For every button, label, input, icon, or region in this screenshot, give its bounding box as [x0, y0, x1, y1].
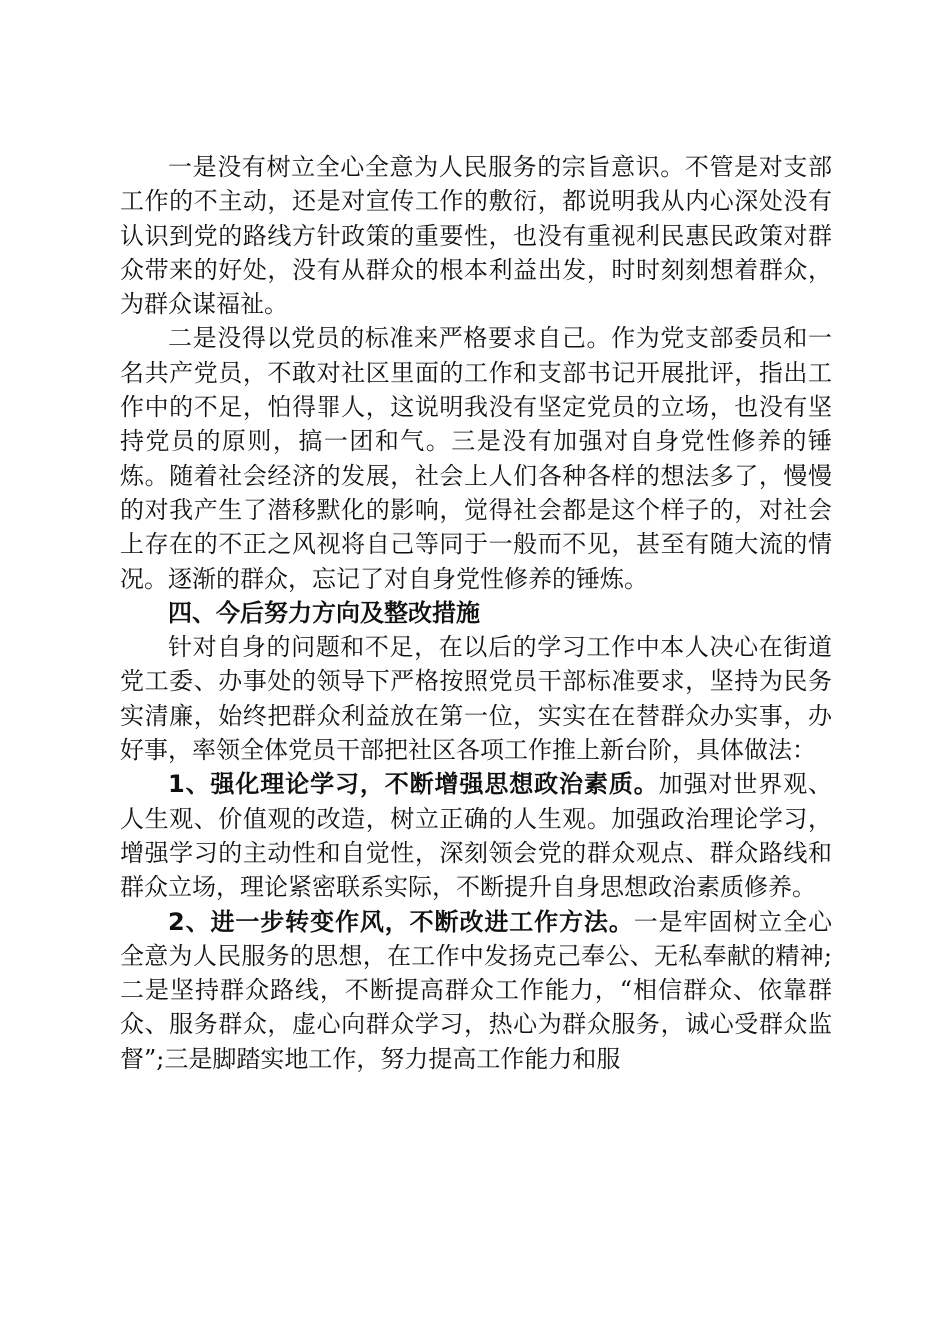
document-body — [120, 150, 832, 1076]
paragraph-item-2 — [120, 905, 832, 1076]
paragraph-purpose-awareness: 一是没有树立全心全意为人民服务的宗旨意识。不管是对支部工作的不主动，还是对宣传工作的敷衍，都说明我从内心深处没有认识到党的路线方针政策的重要性，也没有重视利民惠民政策对群众带来的好处，没有从群众的根本利益出发，时时刻刻想着群众，为群众谋福祉。 — [120, 153, 832, 319]
paragraph-item-1 — [120, 767, 832, 904]
paragraph-party-standard: 二是没得以党员的标准来严格要求自己。作为党支部委员和一名共产党员，不敢对社区里面的工作和支部书记开展批评，指出工作中的不足，怕得罪人，这说明我没有坚定党员的立场，也没有坚持党员的原则，搞一团和气。三是没有加强对自身党性修养的锤炼。随着社会经济的发展，社会上人们各种各样的想法多了，慢慢的对我产生了潜移默化的影响，觉得社会都是这个样子的，对社会上存在的不正之风视将自己等同于一般而不见，甚至有随大流的情况。逐渐的群众，忘记了对自身党性修养的锤炼。 — [120, 324, 832, 593]
item-2-lead: 2、进一步转变作风，不断改进工作方法。 — [168, 907, 634, 936]
item-1-body: 加强对世界观、人生观、价值观的改造，树立正确的人生观。加强政治理论学习，增强学习的主动性和自觉性，深刻领会党的群众观点、群众路线和群众立场，理论紧密联系实际，不断提升自身思想政治素质修养。 — [120, 770, 833, 902]
item-1-lead: 1、强化理论学习，不断增强思想政治素质。 — [168, 770, 659, 799]
item-2-body: 一是牢固树立全心全意为人民服务的思想，在工作中发扬克己奉公、无私奉献的精神;二是坚持群众路线，不断提高群众工作能力，“相信群众、依靠群众、服务群众，虚心向群众学习，热心为群众服务，诚心受群众监督”;三是脚踏实地工作，努力提高工作能力和服 — [120, 907, 833, 1073]
section-heading-rectification: 四、今后努力方向及整改措施 — [168, 598, 480, 627]
paragraph-rectification-intro: 针对自身的问题和不足，在以后的学习工作中本人决心在街道党工委、办事处的领导下严格按照党员干部标准要求，坚持为民务实清廉，始终把群众利益放在第一位，实实在在替群众办实事，办好事，率领全体党员干部把社区各项工作推上新台阶，具体做法： — [120, 633, 832, 765]
